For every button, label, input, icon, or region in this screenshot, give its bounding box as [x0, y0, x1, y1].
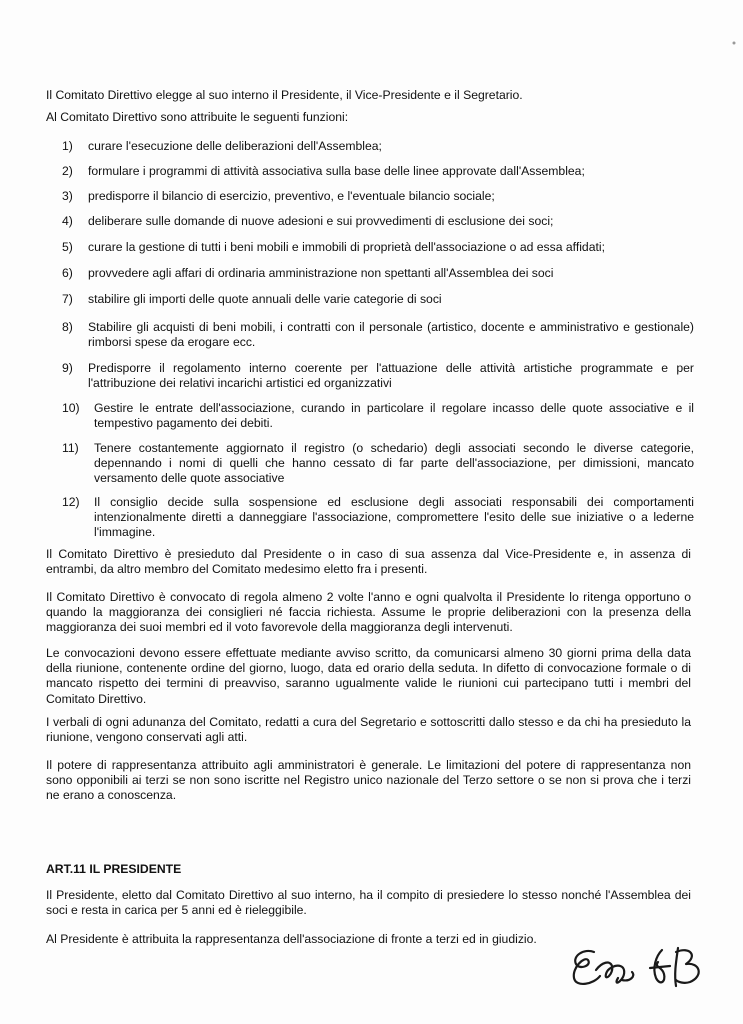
list-item-number: 1) — [62, 139, 73, 153]
list-item-number: 9) — [62, 361, 73, 375]
list-item-number: 3) — [62, 189, 73, 203]
list-item-number: 2) — [62, 164, 73, 178]
paragraph-functions-intro: Al Comitato Direttivo sono attribuite le seguenti funzioni: — [46, 110, 349, 124]
list-item-text: Gestire le entrate dell'associazione, curando in particolare il regolare incasso delle quote associative e il tempestivo pagamento dei debiti. — [94, 401, 694, 431]
list-item — [62, 401, 694, 431]
list-item-number: 5) — [62, 240, 73, 254]
list-item — [62, 139, 694, 154]
list-item — [62, 292, 694, 307]
list-item-number: 6) — [62, 266, 73, 280]
paragraph-chair: Il Comitato Direttivo è presieduto dal Presidente o in caso di sua assenza dal Vice-Presidente e, in assenza di entrambi, da altro membro del Comitato medesimo eletto fra i presenti. — [46, 547, 691, 577]
list-item-number: 8) — [62, 320, 73, 334]
list-item-number: 4) — [62, 214, 73, 228]
list-item — [62, 320, 694, 350]
list-item-text: provvedere agli affari di ordinaria amministrazione non spettanti all'Assemblea dei soci — [88, 266, 554, 280]
paragraph-president: Il Presidente, eletto dal Comitato Direttivo al suo interno, ha il compito di presiedere lo stesso nonché l'Assemblea dei soci e resta in carica per 5 anni ed è rieleggibile. — [46, 888, 691, 918]
paragraph-president-representation: Al Presidente è attribuita la rappresentanza dell'associazione di fronte a terzi ed in giudizio. — [46, 932, 537, 946]
paragraph-notices: Le convocazioni devono essere effettuate mediante avviso scritto, da comunicarsi almeno 30 giorni prima della data della riunione, contenente ordine del giorno, luogo, data ed orario della seduta. In difetto di convocazione formale o di mancato rispetto dei termini di preavviso, saranno ugualmente valide le riunioni cui partecipano tutti i membri del Comitato Direttivo. — [46, 646, 691, 706]
list-item-text: Predisporre il regolamento interno coerente per l'attuazione delle attività artistiche programmate e per l'attribuzione dei relativi incarichi artistici ed organizzativi — [88, 361, 694, 391]
list-item-text: formulare i programmi di attività associativa sulla base delle linee approvate dall'Assemblea; — [88, 164, 585, 178]
list-item-number: 11) — [62, 441, 79, 455]
list-item-text: Stabilire gli acquisti di beni mobili, i contratti con il personale (artistico, docente e amministrativo e gestionale) rimborsi spese da erogare ecc. — [88, 320, 694, 350]
list-item-number: 10) — [62, 401, 80, 415]
list-item-text: stabilire gli importi delle quote annuali delle varie categorie di soci — [88, 292, 442, 306]
list-item — [62, 189, 694, 204]
list-item-text: curare l'esecuzione delle deliberazioni dell'Assemblea; — [88, 139, 382, 153]
list-item — [62, 441, 694, 487]
scan-speck-icon — [731, 40, 737, 46]
list-item-text: predisporre il bilancio di esercizio, preventivo, e l'eventuale bilancio sociale; — [88, 189, 495, 203]
list-item — [62, 164, 694, 179]
list-item-number: 7) — [62, 292, 73, 306]
list-item — [62, 266, 694, 281]
paragraph-convocation: Il Comitato Direttivo è convocato di regola almeno 2 volte l'anno e ogni qualvolta il Presidente lo ritenga opportuno o quando la maggioranza dei consiglieri né faccia richiesta. Assume le proprie deliberazioni con la presenza della maggioranza dei suoi membri ed il voto favorevole della maggioranza degli intervenuti. — [46, 590, 691, 635]
list-item-number: 12) — [62, 495, 80, 509]
list-item — [62, 214, 694, 229]
list-item — [62, 495, 694, 541]
list-item-text: Tenere costantemente aggiornato il registro (o schedario) degli associati secondo le diverse categorie, depennando i nomi di quelli che hanno cessato di far parte dell'associazione, per dimissioni, mancato versamento delle quote associative — [94, 441, 694, 486]
section-heading: ART.11 IL PRESIDENTE — [46, 862, 182, 876]
list-item — [62, 240, 694, 255]
paragraph-representation-power: Il potere di rappresentanza attribuito agli amministratori è generale. Le limitazioni del potere di rappresentanza non sono opponibili ai terzi se non sono iscritte nel Registro unico nazionale del Terzo settore o se non si prova che i terzi ne erano a conoscenza. — [46, 758, 691, 803]
list-item-text: Il consiglio decide sulla sospensione ed esclusione degli associati responsabili dei comportamenti intenzionalmente diretti a danneggiare l'associazione, compromettere l'esito delle sue iniziative o a lederne l'immagine. — [94, 495, 694, 540]
paragraph-election: Il Comitato Direttivo elegge al suo interno il Presidente, il Vice-Presidente e il Segretario. — [46, 88, 523, 102]
list-item-text: deliberare sulle domande di nuove adesioni e sui provvedimenti di esclusione dei soci; — [88, 214, 554, 228]
list-item — [62, 361, 694, 391]
list-item-text: curare la gestione di tutti i beni mobili e immobili di proprietà dell'associazione o ad essa affidati; — [88, 240, 605, 254]
paragraph-minutes: I verbali di ogni adunanza del Comitato, redatti a cura del Segretario e sottoscritti dallo stesso e da chi ha presieduto la riunione, vengono conservati agli atti. — [46, 715, 691, 745]
handwritten-signature-icon — [566, 938, 716, 996]
